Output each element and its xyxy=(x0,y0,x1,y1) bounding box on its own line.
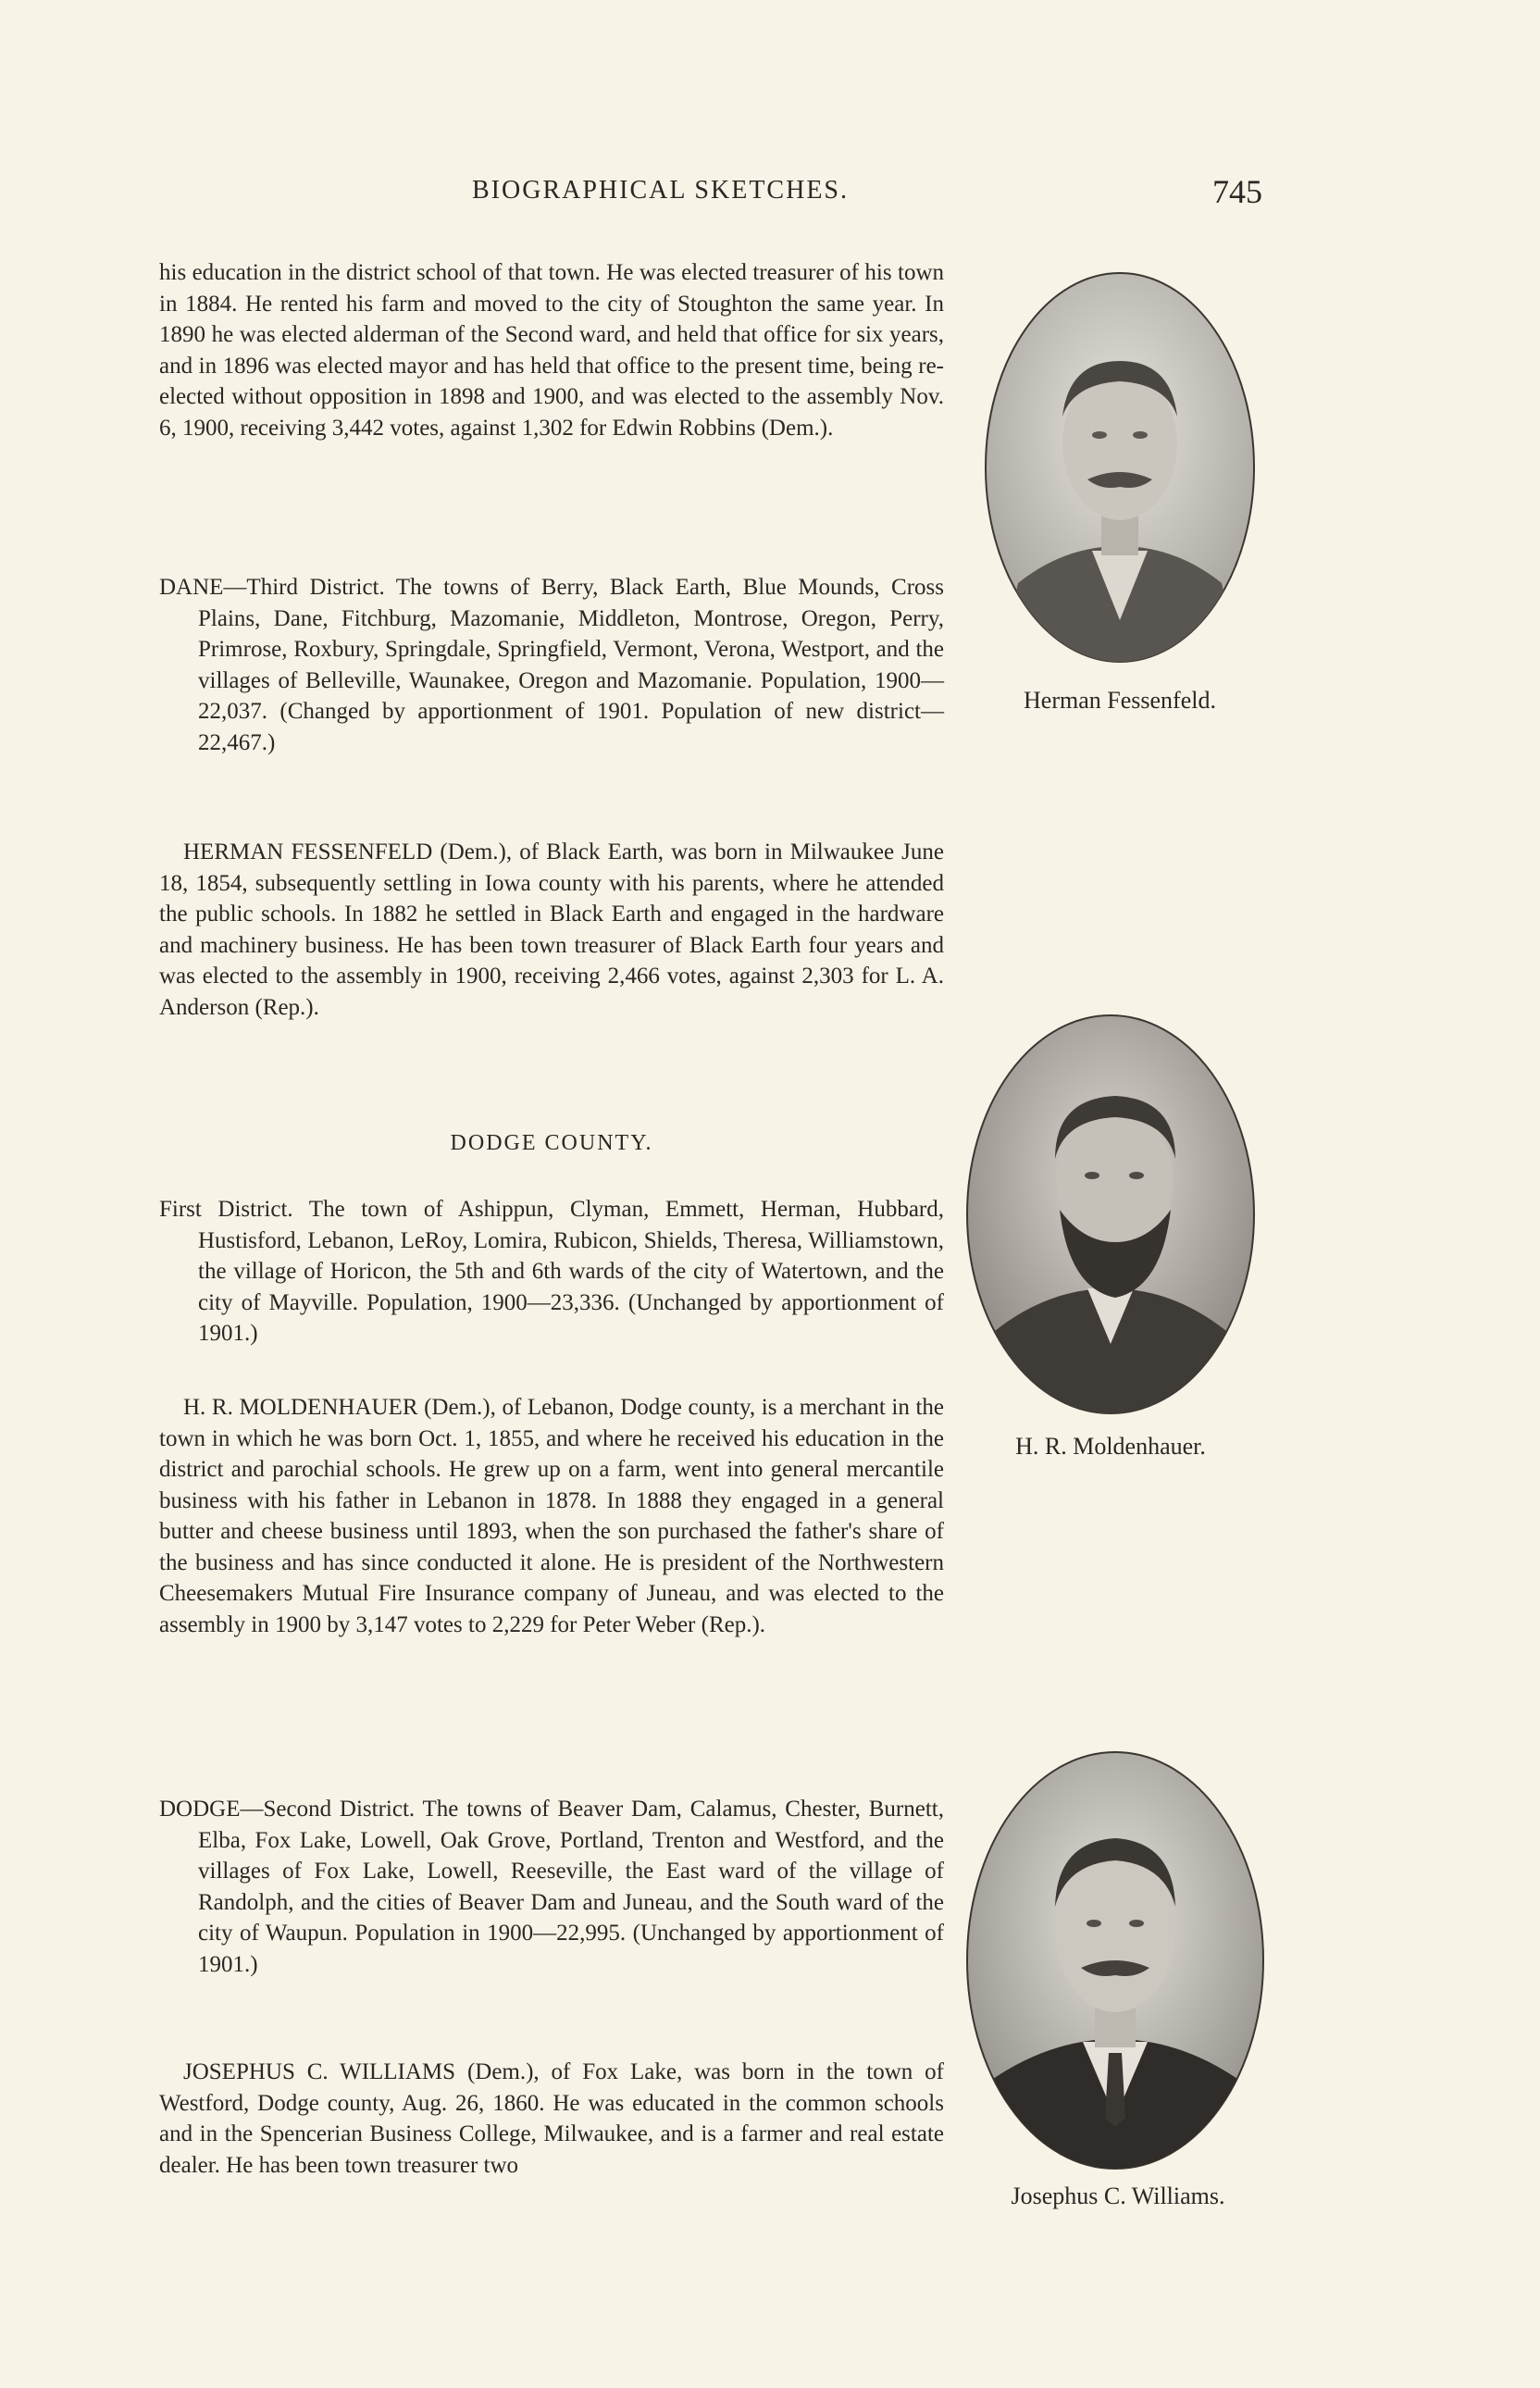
biography-josephus-c-williams xyxy=(159,2057,944,2181)
biography-herman-fessenfeld xyxy=(159,837,944,1023)
district-description-dodge-first xyxy=(159,1194,944,1349)
portrait-photo xyxy=(962,1747,1268,2173)
portrait-caption: H. R. Moldenhauer. xyxy=(1015,1433,1206,1460)
page-number: 745 xyxy=(1212,173,1262,210)
portrait-caption: Herman Fessenfeld. xyxy=(1024,687,1216,714)
running-title: BIOGRAPHICAL SKETCHES. xyxy=(472,176,849,205)
paragraph-text: DANE—Third District. The towns of Berry, Black Earth, Blue Mounds, Cross Plains, Dane, Fitchburg, Mazomanie, Middleton, Montrose, Oregon, Perry, Primrose, Roxbury, Springdale, Springfield, Vermont, Verona, Westport, and the villages of Belleville, Waunakee, Oregon and Mazomanie. Population, 1900—22,037. (Changed by apportionment of 1901. Population of new district—22,467.) xyxy=(159,575,944,755)
paragraph-text: H. R. MOLDENHAUER (Dem.), of Lebanon, Dodge county, is a merchant in the town in which he was born Oct. 1, 1855, and where he received his education in the district and parochial schools. He grew up on a farm, went into general mercantile business with his father in Lebanon in 1878. In 1888 they engaged in a general butter and cheese business until 1893, when the son purchased the father's share of the business and has since conducted it alone. He is president of the Northwestern Cheesemakers Mutual Fire Insurance company of Juneau, and was elected to the assembly in 1900 by 3,147 votes to 2,229 for Peter Weber (Rep.). xyxy=(159,1395,944,1637)
district-description-dane-third xyxy=(159,572,944,758)
county-heading: DODGE COUNTY. xyxy=(450,1131,653,1155)
district-description-dodge-second xyxy=(159,1794,944,1980)
portrait-josephus-c-williams xyxy=(962,1747,1268,2173)
paragraph-text: DODGE—Second District. The towns of Beaver Dam, Calamus, Chester, Burnett, Elba, Fox Lake, Lowell, Oak Grove, Portland, Trenton and Westford, and the villages of Fox Lake, Lowell, Reeseville, the East ward of the village of Randolph, and the cities of Beaver Dam and Juneau, and the South ward of the city of Waupun. Population in 1900—22,995. (Unchanged by apportionment of 1901.) xyxy=(159,1797,944,1977)
paragraph-continuation xyxy=(159,257,944,443)
portrait-herman-fessenfeld xyxy=(981,268,1259,666)
paragraph-text: First District. The town of Ashippun, Clyman, Emmett, Herman, Hubbard, Hustisford, Lebanon, LeRoy, Lomira, Rubicon, Shields, Theresa, Williamstown, the village of Horicon, the 5th and 6th wards of the city of Watertown, and the city of Mayville. Population, 1900—23,336. (Unchanged by apportionment of 1901.) xyxy=(159,1197,944,1346)
portrait-caption: Josephus C. Williams. xyxy=(1011,2183,1225,2209)
portrait-photo xyxy=(981,268,1259,666)
paragraph-text: HERMAN FESSENFELD (Dem.), of Black Earth, was born in Milwaukee June 18, 1854, subsequently settling in Iowa county with his parents, where he attended the public schools. In 1882 he settled in Black Earth and engaged in the hardware and machinery business. He has been town treasurer of Black Earth four years and was elected to the assembly in 1900, receiving 2,466 votes, against 2,303 for L. A. Anderson (Rep.). xyxy=(159,840,944,1020)
paragraph-text: JOSEPHUS C. WILLIAMS (Dem.), of Fox Lake, was born in the town of Westford, Dodge county, Aug. 26, 1860. He was educated in the common schools and in the Spencerian Business College, Milwaukee, and is a farmer and real estate dealer. He has been town treasurer two xyxy=(159,2059,944,2178)
biography-h-r-moldenhauer xyxy=(159,1392,944,1640)
portrait-photo xyxy=(962,1011,1259,1418)
portrait-h-r-moldenhauer xyxy=(962,1011,1259,1418)
paragraph-text: his education in the district school of that town. He was elected treasurer of his town in 1884. He rented his farm and moved to the city of Stoughton the same year. In 1890 he was elected alderman of the Second ward, and held that office for six years, and in 1896 was elected mayor and has held that office to the present time, being re-elected without opposition in 1898 and 1900, and was elected to the assembly Nov. 6, 1900, receiving 3,442 votes, against 1,302 for Edwin Robbins (Dem.). xyxy=(159,260,944,441)
